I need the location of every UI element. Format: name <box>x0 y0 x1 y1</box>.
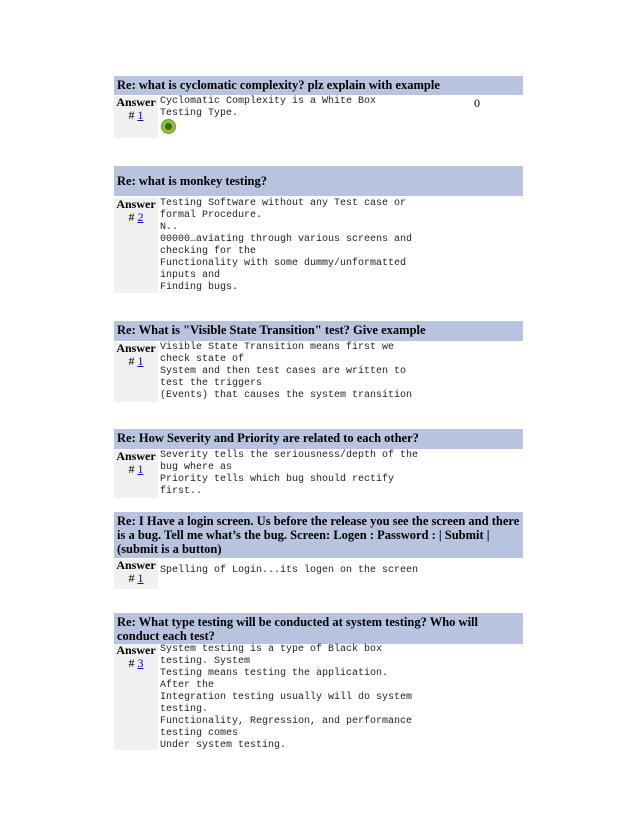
answer-number-link[interactable]: 1 <box>137 354 144 368</box>
answer-number-link[interactable]: 2 <box>137 210 144 224</box>
answer-number-prefix: # <box>128 108 135 122</box>
question-header-5: Re: I Have a login screen. Us before the release you see the screen and there is a bug. Tell me what’s the bug. Screen: Logen : Password : | Submit | (submit is a button) <box>114 512 523 558</box>
answer-number-link[interactable]: 1 <box>137 571 144 585</box>
answer-word: Answer <box>116 449 156 463</box>
answer-word: Answer <box>116 95 156 109</box>
answer-text-5: Spelling of Login...its logen on the screen <box>160 565 419 576</box>
vote-count: 0 <box>474 96 480 110</box>
answer-label-2 <box>114 198 158 293</box>
answer-number-link[interactable]: 3 <box>137 656 144 670</box>
answer-label-5 <box>114 559 158 589</box>
question-header-3: Re: What is "Visible State Transition" test? Give example <box>114 321 523 341</box>
answer-label-6 <box>114 644 158 750</box>
answer-number-prefix: # <box>128 210 135 224</box>
answer-label-4 <box>114 450 158 498</box>
question-header-6: Re: What type testing will be conducted at system testing? Who will conduct each test? <box>114 613 523 644</box>
question-header-4: Re: How Severity and Priority are related to each other? <box>114 429 523 449</box>
green-circle-icon[interactable] <box>161 119 176 134</box>
answer-text-3: Visible State Transition means first we check state of System and then test cases are written to test the triggers (Events) that causes the system transition <box>160 342 413 401</box>
answer-word: Answer <box>116 341 156 355</box>
answer-word: Answer <box>116 197 156 211</box>
answer-label-1 <box>114 96 158 138</box>
answer-text-2: Testing Software without any Test case or formal Procedure. N.. 00000…aviating through various screens and checking for the Functionality with some dummy/unformatted inputs and Finding bugs. <box>160 198 413 293</box>
answer-text-6: System testing is a type of Black box testing. System Testing means testing the application. After the Integration testing usually will do system testing. Functionality, Regression, and performance testing comes Under system testing. <box>160 644 413 751</box>
answer-label-3 <box>114 342 158 402</box>
answer-number-link[interactable]: 1 <box>137 462 144 476</box>
answer-text-1: Cyclomatic Complexity is a White Box Testing Type. <box>160 96 377 119</box>
answer-text-4: Severity tells the seriousness/depth of the bug where as Priority tells which bug should rectify first.. <box>160 450 419 497</box>
answer-word: Answer <box>116 558 156 572</box>
answer-number-prefix: # <box>128 354 135 368</box>
question-header-2: Re: what is monkey testing? <box>114 166 523 196</box>
answer-number-prefix: # <box>128 571 135 585</box>
answer-number-prefix: # <box>128 656 135 670</box>
question-header-1: Re: what is cyclomatic complexity? plz explain with example <box>114 76 523 95</box>
answer-number-prefix: # <box>128 462 135 476</box>
answer-number-link[interactable]: 1 <box>137 108 144 122</box>
answer-word: Answer <box>116 643 156 657</box>
